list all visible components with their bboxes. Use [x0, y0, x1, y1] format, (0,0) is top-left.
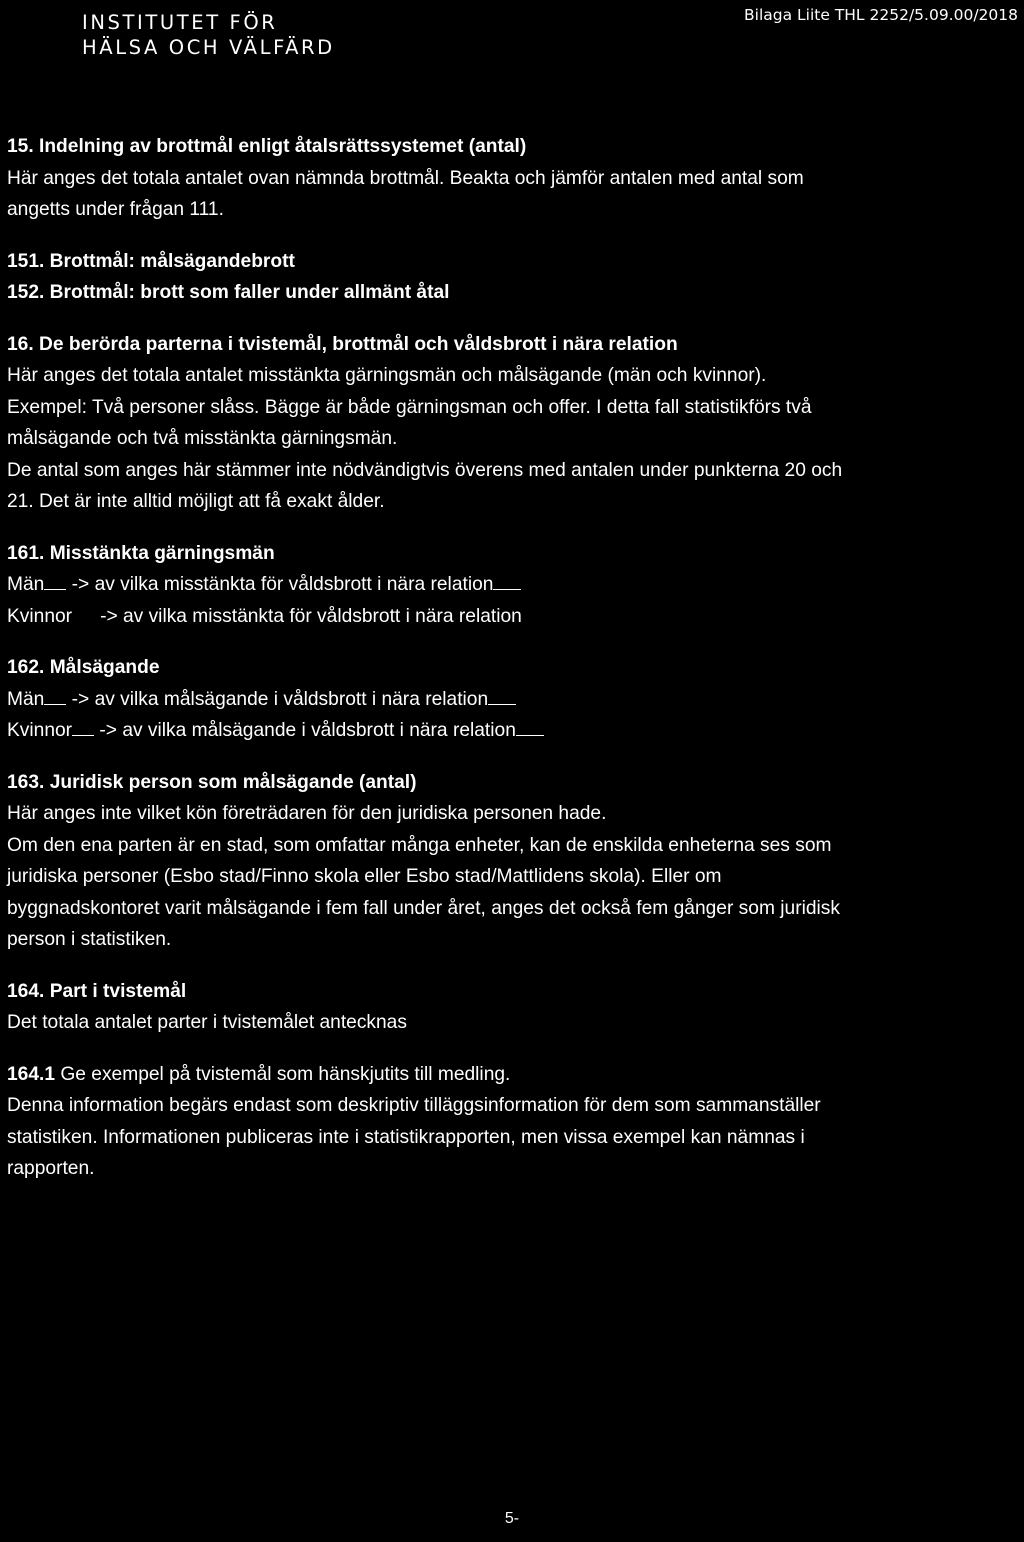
section-152-heading: 152. Brottmål: brott som faller under allmänt åtal [7, 282, 450, 303]
men-relation-count-field[interactable] [493, 575, 521, 590]
section-title: Juridisk person som målsägande (antal) [49, 771, 417, 793]
paragraph-line: Om den ena parten är en stad, som omfattar många enheter, kan de enskilda enheterna ses som [7, 834, 832, 856]
section-number: 161. [7, 542, 45, 564]
section-163 [7, 767, 1021, 956]
section-title: Målsägande [49, 657, 160, 678]
section-heading: 15. Indelning av brottmål enligt åtalsrättssystemet (antal) [7, 136, 527, 157]
section-164-1 [7, 1059, 1021, 1185]
paragraph-line: 21. Det är inte alltid möjligt att få exakt ålder. [7, 491, 385, 512]
section-number: 164. [7, 980, 45, 1002]
section-title: Ge exempel på tvistemål som hänskjutits till medling. [55, 1063, 511, 1085]
women-label: Kvinnor [7, 605, 73, 627]
section-heading: 16. De berörda parterna i tvistemål, brottmål och våldsbrott i nära relation [7, 333, 678, 355]
paragraph-line: person i statistiken. [7, 929, 172, 950]
paragraph-line: målsägande och två misstänkta gärningsmän. [7, 428, 398, 449]
women-label: Kvinnor [7, 720, 73, 741]
women-row [7, 601, 1021, 633]
paragraph-line: juridiska personer (Esbo stad/Finno skola eller Esbo stad/Mattlidens skola). Eller om [7, 866, 722, 887]
section-number: 162. [7, 657, 45, 678]
men-count-field[interactable] [44, 690, 66, 705]
paragraph-line: Här anges inte vilket kön företrädaren för den juridiska personen hade. [7, 803, 607, 824]
document-body [7, 131, 1021, 1185]
section-164 [7, 976, 1021, 1039]
section-title: Part i tvistemål [49, 980, 187, 1002]
paragraph-line: Här anges det totala antalet misstänkta gärningsmän och målsägande (män och kvinnor). [7, 365, 767, 386]
page-number: 5- [504, 1510, 520, 1527]
women-count-field[interactable] [72, 721, 94, 736]
men-row [7, 569, 1021, 601]
section-162 [7, 652, 1021, 747]
women-relation-count-field[interactable] [516, 721, 544, 736]
men-relation-count-field[interactable] [488, 690, 516, 705]
women-relation-text: -> av vilka misstänkta för våldsbrott i nära relation [100, 605, 522, 627]
section-number: 163. [7, 771, 45, 793]
paragraph-line: rapporten. [7, 1158, 95, 1179]
women-row [7, 715, 1021, 747]
men-label: Män [7, 574, 45, 595]
paragraph-line: byggnadskontoret varit målsägande i fem fall under året, anges det också fem gånger som juridisk [7, 897, 840, 919]
paragraph-line: Det totala antalet parter i tvistemålet antecknas [7, 1012, 407, 1033]
logo-line-1: INSTITUTET FÖR [82, 11, 278, 34]
men-row [7, 684, 1021, 716]
section-15 [7, 131, 1021, 226]
section-title: Misstänkta gärningsmän [49, 542, 275, 564]
men-label: Män [7, 688, 45, 710]
logo-line-2: HÄLSA OCH VÄLFÄRD [82, 36, 335, 59]
women-relation-text: -> av vilka målsägande i våldsbrott i nära relation [94, 720, 516, 741]
section-16 [7, 329, 1021, 518]
section-161 [7, 538, 1021, 633]
paragraph-line: Här anges det totala antalet ovan nämnda brottmål. Beakta och jämför antalen med antal som [7, 167, 804, 189]
men-relation-text: -> av vilka misstänkta för våldsbrott i nära relation [66, 574, 494, 595]
paragraph-line: De antal som anges här stämmer inte nödvändigtvis överens med antalen under punkterna 20 och [7, 459, 843, 481]
paragraph-line: Exempel: Två personer slåss. Bägge är både gärningsman och offer. I detta fall statistikförs två [7, 396, 812, 418]
paragraph-line: angetts under frågan 111. [7, 199, 224, 220]
men-relation-text: -> av vilka målsägande i våldsbrott i nära relation [66, 688, 489, 710]
document-reference: Bilaga Liite THL 2252/5.09.00/2018 [744, 6, 1018, 24]
section-number: 164.1 [7, 1063, 56, 1085]
institute-logo [82, 10, 335, 60]
paragraph-line: Denna information begärs endast som deskriptiv tilläggsinformation för dem som sammanställer [7, 1095, 821, 1116]
section-151-heading: 151. Brottmål: målsägandebrott [7, 250, 295, 272]
men-count-field[interactable] [44, 575, 66, 590]
paragraph-line: statistiken. Informationen publiceras inte i statistikrapporten, men vissa exempel kan nämnas i [7, 1126, 805, 1148]
